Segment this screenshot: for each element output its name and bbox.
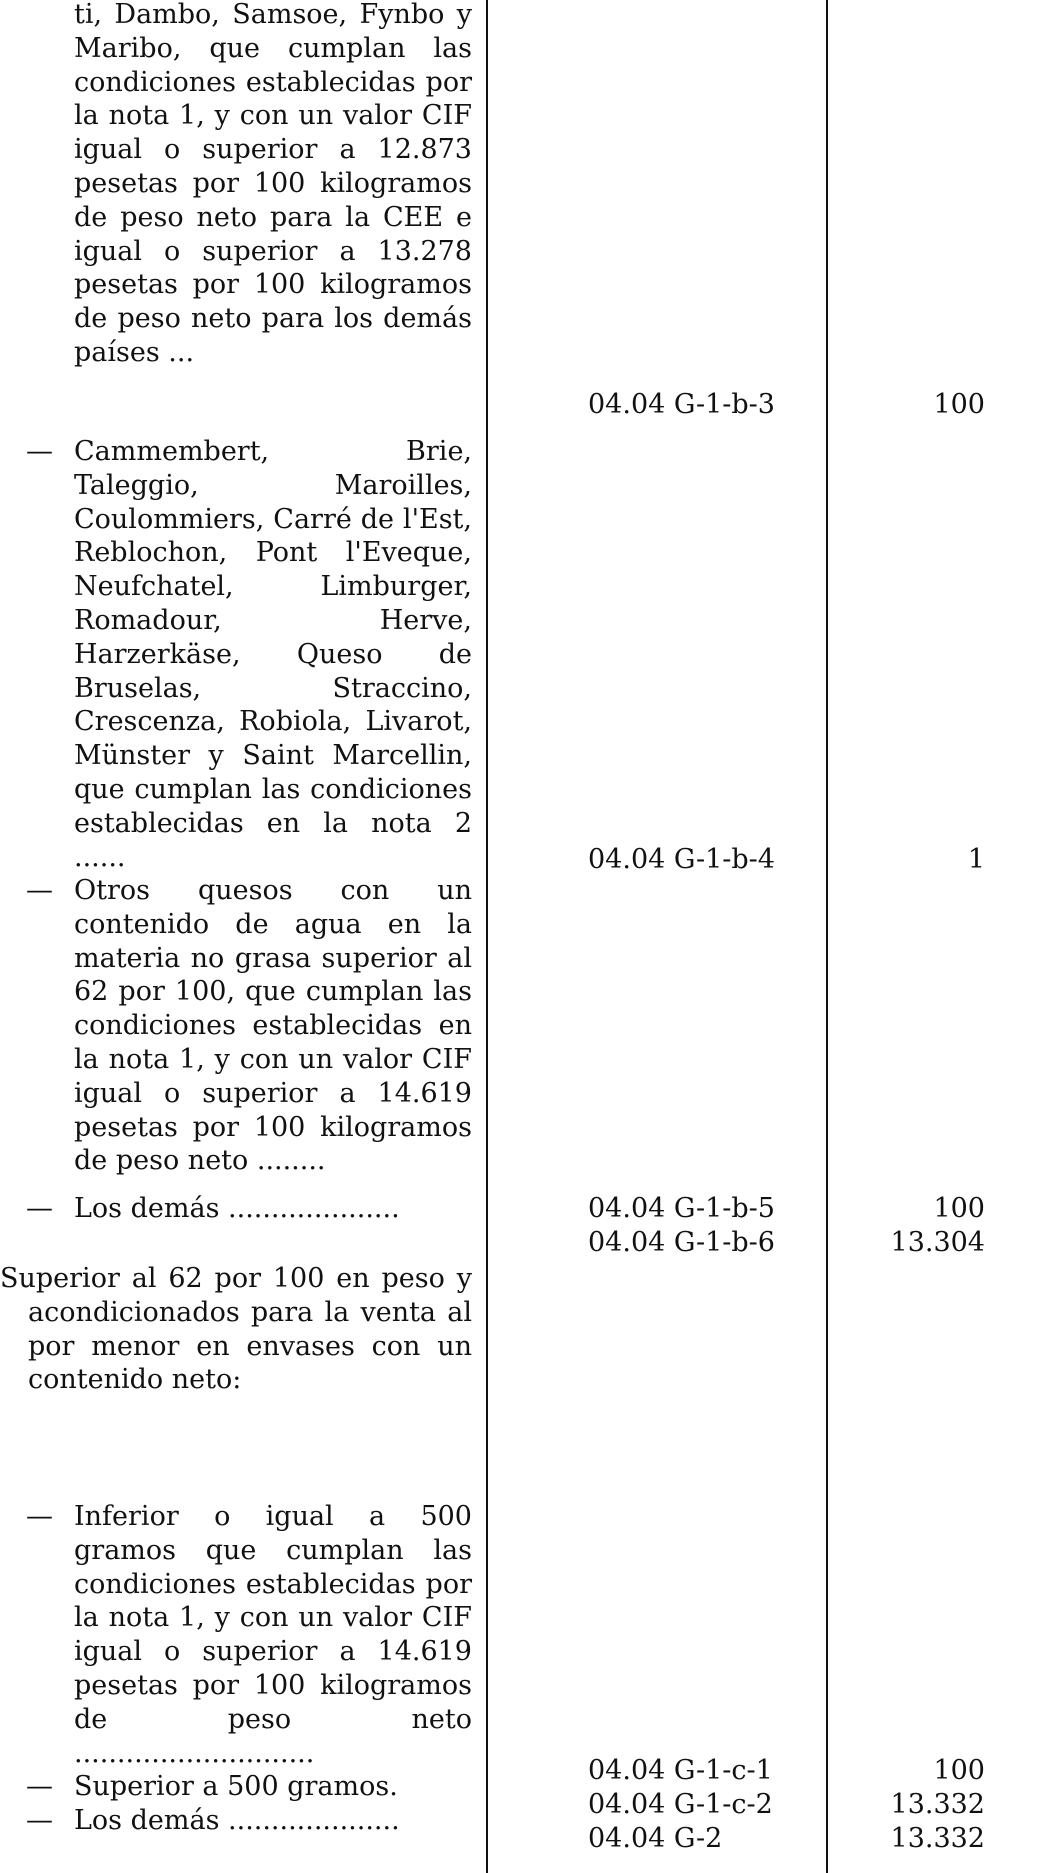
dash-marker: — (26, 1805, 53, 1836)
dash-marker: — (26, 875, 53, 906)
entry-text: Los demás .................... (74, 1805, 400, 1836)
dash-marker: — (26, 436, 53, 467)
tariff-code: 04.04 G-1-b-5 (588, 1193, 775, 1224)
description-entry (0, 874, 472, 1178)
tariff-code: 04.04 G-1-b-6 (588, 1227, 775, 1258)
entry-text: Superior a 500 gramos. (74, 1771, 398, 1802)
section-heading (0, 1262, 472, 1397)
column-divider-left (486, 0, 488, 1873)
description-entry (0, 435, 472, 874)
description-entry (0, 1804, 472, 1838)
duty-value: 100 (933, 1755, 985, 1786)
entry-text: ti, Dambo, Samsoe, Fynbo y Maribo, que cumplan las condiciones establecidas por la nota 1, y con un valor CIF igual o superior a 12.873 pesetas por 100 kilogramos de peso neto para la CEE e igual o superior a 13.278 pesetas por 100 kilogramos de peso neto para los demás países ... (74, 0, 472, 368)
duty-value: 13.332 (890, 1789, 985, 1820)
description-entry (0, 1192, 472, 1226)
duty-value: 1 (967, 844, 985, 875)
duty-value: 100 (933, 1193, 985, 1224)
dash-marker: — (26, 1193, 53, 1224)
tariff-code: 04.04 G-1-b-3 (588, 389, 775, 420)
tariff-code: 04.04 G-2 (588, 1823, 723, 1854)
column-divider-right (826, 0, 828, 1873)
duty-value: 13.332 (890, 1823, 985, 1854)
dash-marker: — (26, 1501, 53, 1532)
dash-marker: — (26, 1771, 53, 1802)
description-entry (0, 1770, 472, 1804)
description-entry (0, 1500, 472, 1770)
entry-text: Los demás .................... (74, 1193, 400, 1224)
duty-value: 100 (933, 389, 985, 420)
tariff-code: 04.04 G-1-b-4 (588, 844, 775, 875)
entry-text: Inferior o igual a 500 gramos que cumplan las condiciones establecidas por la nota 1, y con un valor CIF igual o superior a 14.619 pesetas por 100 kilogramos de peso neto ............................ (74, 1501, 472, 1769)
entry-text: Cammembert, Brie, Taleggio, Maroilles, Coulommiers, Carré de l'Est, Reblochon, Pont l'Eveque, Neufchatel, Limburger, Romadour, Herve, Harzerkäse, Queso de Bruselas, Straccino, Crescenza, Robiola, Livarot, Münster y Saint Marcellin, que cumplan las condiciones establecidas en la nota 2 ...... (74, 436, 472, 873)
duty-value: 13.304 (890, 1227, 985, 1258)
entry-text: Superior al 62 por 100 en peso y acondicionados para la venta al por menor en envases con un contenido neto: (0, 1263, 472, 1396)
description-entry (0, 0, 472, 370)
entry-text: Otros quesos con un contenido de agua en la materia no grasa superior al 62 por 100, que cumplan las condiciones establecidas en la nota 1, y con un valor CIF igual o superior a 14.619 pesetas por 100 kilogramos de peso neto ........ (74, 875, 472, 1177)
tariff-code: 04.04 G-1-c-2 (588, 1789, 773, 1820)
tariff-code: 04.04 G-1-c-1 (588, 1755, 773, 1786)
